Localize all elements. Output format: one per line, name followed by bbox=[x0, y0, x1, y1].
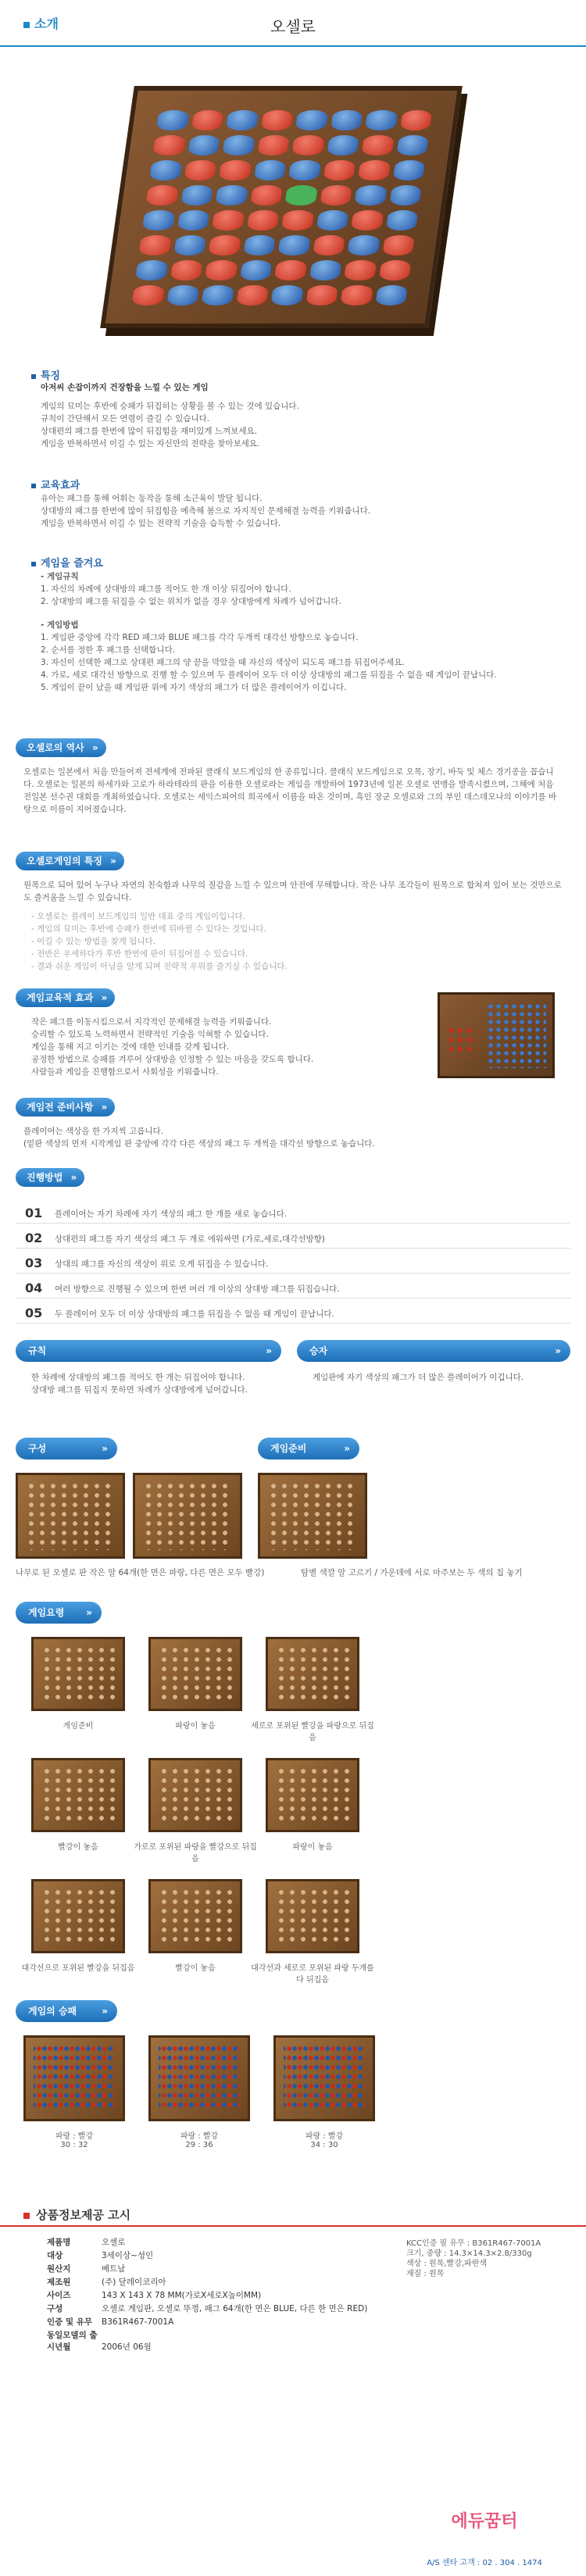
info-value: 오셀로 게임판, 오셀로 뚜껑, 패그 64개(한 면은 BLUE, 다른 한 면은 RED) bbox=[102, 2304, 368, 2313]
result-score: 29 : 36 bbox=[185, 2141, 213, 2149]
peg bbox=[212, 210, 245, 230]
peg bbox=[396, 135, 429, 155]
peg bbox=[205, 260, 238, 280]
chevron-right-icon: » bbox=[344, 1443, 350, 1454]
peg bbox=[382, 235, 415, 255]
peg bbox=[149, 160, 182, 180]
prep-line: (밑판 색상의 먼저 시작게임 판 중앙에 각각 다른 색상의 패그 두 개씩을 대각선 방향으로 놓습니다. bbox=[23, 1139, 375, 1149]
peg bbox=[236, 285, 269, 305]
peg bbox=[138, 235, 171, 255]
info-value: (주) 달레이코리아 bbox=[102, 2278, 166, 2287]
board-holes bbox=[26, 1481, 115, 1550]
chevron-right-icon: » bbox=[102, 2006, 108, 2017]
info-row bbox=[47, 2303, 367, 2314]
progress-step bbox=[16, 1228, 570, 1249]
peg bbox=[316, 210, 348, 230]
effects-item: 작은 패그를 이동시킴으로서 지각적인 문제해결 능력을 키워줍니다. bbox=[31, 1017, 272, 1027]
info-key: 제품명 bbox=[47, 2238, 71, 2247]
step-text: 여러 방향으로 진행될 수 있으며 한번 여러 개 이상의 상대방 패그를 뒤집습니다. bbox=[55, 1284, 340, 1294]
features2-text: 원목으로 되어 있어 누구나 자연의 친숙함과 나무의 질감을 느낄 수 있으며 안전에 무해합니다. 작은 나무 조각들이 원목으로 합쳐져 있어 보는 것만으로도 즐거움을 느낄 수 있습니다. bbox=[23, 881, 562, 902]
winner-box-header bbox=[297, 1340, 570, 1362]
progress-step bbox=[16, 1203, 570, 1224]
peg bbox=[281, 210, 314, 230]
as-center: A/S 센타 고객 : 02 . 304 . 1474 bbox=[427, 2559, 542, 2567]
howto-block bbox=[41, 570, 497, 694]
board-holes bbox=[276, 1888, 349, 1945]
method-line: 3. 자신이 선택한 패그로 상대편 패그의 양 끝을 막았을 때 자신의 색상이 되도록 패그를 뒤집어주세요. bbox=[41, 658, 405, 667]
peg bbox=[156, 110, 189, 130]
info-row bbox=[47, 2329, 152, 2353]
example-photo bbox=[266, 1758, 359, 1832]
winner-box-item: 게임판에 자기 색상의 패그가 더 많은 플레이어가 이깁니다. bbox=[313, 1373, 524, 1382]
setup-caption: 탐별 색깔 알 고르기 / 가운데에 서로 마주보는 두 색의 칩 놓기 bbox=[301, 1568, 523, 1577]
features-heading: 특징 bbox=[31, 367, 60, 382]
example-caption: 파랑이 놓음 bbox=[175, 1722, 216, 1731]
features-line: 규칙이 간단해서 모든 연령이 즐길 수 있습니다. bbox=[41, 414, 210, 423]
setup-title: 게임준비 bbox=[270, 1443, 307, 1454]
rules-box-list bbox=[31, 1371, 248, 1396]
board-holes bbox=[143, 1481, 232, 1550]
example-photo bbox=[266, 1637, 359, 1711]
board-holes bbox=[159, 1888, 232, 1945]
example-caption: 게임준비 bbox=[63, 1722, 94, 1731]
peg bbox=[208, 235, 241, 255]
example-caption: 대각선과 세로로 포위된 파랑 두개를 다 뒤집음 bbox=[251, 1964, 374, 1985]
features-line: 게임의 묘미는 후반에 승패가 뒤집히는 상황을 볼 수 있는 것에 있습니다. bbox=[41, 402, 299, 411]
edu-heading: 교육효과 bbox=[31, 477, 80, 491]
info-row bbox=[47, 2249, 153, 2261]
edu-lines bbox=[41, 492, 370, 530]
rules-subheading: - 게임규칙 bbox=[41, 572, 79, 581]
peg bbox=[226, 110, 259, 130]
peg bbox=[201, 285, 234, 305]
chevron-right-icon: » bbox=[266, 1345, 272, 1356]
peg bbox=[291, 135, 324, 155]
effects-item: 승리할 수 있도록 노력하면서 전략적인 기술을 익혀할 수 있습니다. bbox=[31, 1030, 269, 1039]
prep-pill: 게임전 준비사항 » bbox=[16, 1098, 115, 1117]
info-key: 인증 및 유무 bbox=[47, 2317, 93, 2327]
step-text: 플레이어는 자기 차례에 자기 색상의 패그 한 개를 새로 놓습니다. bbox=[55, 1209, 288, 1219]
rules-box-title: 규칙 bbox=[28, 1345, 47, 1356]
composition-photo bbox=[133, 1473, 242, 1559]
rule-line: 2. 상대방의 패그를 뒤집을 수 없는 위치가 없을 경우 상대방에게 차례가 넘어갑니다. bbox=[41, 597, 341, 606]
example-caption: 빨강이 놓음 bbox=[58, 1843, 98, 1852]
peg bbox=[320, 185, 352, 205]
board-photo-small bbox=[438, 992, 555, 1078]
info-row bbox=[47, 2236, 125, 2248]
peg bbox=[277, 235, 310, 255]
method-line: 5. 게임이 끝이 났을 때 게임판 위에 자기 색상의 패그가 더 많은 플레이어가 이깁니다. bbox=[41, 683, 347, 692]
peg bbox=[177, 210, 209, 230]
example-photo bbox=[266, 1879, 359, 1953]
example-caption: 가로로 포위된 파랑을 빨강으로 뒤집음 bbox=[134, 1843, 257, 1863]
peg bbox=[392, 160, 425, 180]
result-label: 파랑 : 빨강 bbox=[55, 2132, 94, 2141]
rules-box-item: 상대방 패그를 뒤집지 못하면 차례가 상대방에게 넘어갑니다. bbox=[31, 1385, 248, 1395]
effects-item: 공정한 방법으로 승패를 겨루어 상대방을 인정할 수 있는 마음을 갖도록 합니다. bbox=[31, 1055, 314, 1064]
info-value: 베트남 bbox=[102, 2264, 126, 2274]
peg bbox=[188, 135, 220, 155]
logo-name: 에듀꿈터 bbox=[451, 2512, 518, 2531]
progress-pill: 진행방법 » bbox=[16, 1168, 84, 1187]
step-text: 두 플레이어 모두 더 이상 상대방의 패그를 뒤집을 수 없을 때 게임이 끝납니다. bbox=[55, 1309, 334, 1319]
features2-pill: 오셀로게임의 특징 » bbox=[16, 852, 124, 870]
howto-heading: 게임을 즐겨요 bbox=[31, 555, 103, 570]
board-holes bbox=[41, 1767, 115, 1824]
setup-header bbox=[258, 1438, 359, 1459]
info-header bbox=[0, 2203, 586, 2227]
features2-item: - 전반은 우세하다가 후반 한번에 판이 뒤집어질 수 있습니다. bbox=[31, 949, 248, 959]
peg bbox=[347, 235, 380, 255]
peg bbox=[243, 235, 276, 255]
edu-line: 유아는 패그를 통해 어휘는 동작을 통해 소근육이 발달 됩니다. bbox=[41, 494, 263, 503]
peg bbox=[284, 185, 317, 205]
result-label: 파랑 : 빨강 bbox=[180, 2132, 219, 2141]
history-pill: 오셀로의 역사 » bbox=[16, 738, 106, 757]
board-holes bbox=[41, 1888, 115, 1945]
peg bbox=[288, 160, 321, 180]
result-title: 게임의 승패 bbox=[28, 2006, 77, 2017]
step-text: 상대편의 패그를 자기 색상의 패그 두 개로 에워싸면 (가로,세로,대각선방향) bbox=[55, 1234, 325, 1244]
info-value: B361R467-7001A bbox=[102, 2317, 174, 2327]
peg bbox=[170, 260, 202, 280]
peg bbox=[340, 285, 373, 305]
info-title: 상품정보제공 고시 bbox=[36, 2208, 131, 2222]
peg bbox=[260, 110, 293, 130]
peg bbox=[145, 185, 178, 205]
composition-caption: 나무로 된 오셀로 판 작은 알 64개(한 면은 파랑, 다른 면은 모두 빨강) bbox=[16, 1568, 265, 1577]
prep-line: 플레이어는 색상을 한 가지씩 고릅니다. bbox=[23, 1127, 163, 1136]
peg bbox=[257, 135, 290, 155]
peg bbox=[274, 260, 307, 280]
example-caption: 파랑이 놓음 bbox=[292, 1843, 333, 1852]
peg bbox=[270, 285, 303, 305]
example-caption: 대각선으로 포위된 빨강을 뒤집음 bbox=[21, 1964, 135, 1973]
board-pegs bbox=[284, 2044, 365, 2113]
board-pegs bbox=[159, 2044, 240, 2113]
features-line: 상대편의 패그를 한번에 많이 뒤집힘을 재미있게 느껴보세요. bbox=[41, 427, 257, 436]
example-photo bbox=[31, 1637, 125, 1711]
result-score: 30 : 32 bbox=[60, 2141, 88, 2149]
info-key: 사이즈 bbox=[47, 2291, 71, 2300]
peg bbox=[351, 210, 384, 230]
prep-lines bbox=[23, 1125, 375, 1150]
features2-item: - 게임의 묘미는 후반에 승패가 한번에 뒤바뀔 수 있다는 것입니다. bbox=[31, 924, 266, 934]
effects-list bbox=[31, 1016, 313, 1078]
info-key: 제조원 bbox=[47, 2278, 71, 2287]
peg bbox=[184, 160, 216, 180]
rules-box-header bbox=[16, 1340, 281, 1362]
result-photo bbox=[273, 2035, 375, 2121]
peg bbox=[354, 185, 387, 205]
chevron-right-icon: » bbox=[86, 1607, 92, 1618]
features2-item: - 이길 수 있는 방법을 찾게 됩니다. bbox=[31, 937, 156, 946]
info-key: 원산지 bbox=[47, 2264, 71, 2274]
method-subheading: - 게임방법 bbox=[41, 620, 79, 630]
features-lines bbox=[41, 400, 299, 450]
peg bbox=[365, 110, 398, 130]
rule-line: 1. 자신의 차례에 상대방의 패그를 적어도 한 개 이상 뒤집어야 합니다. bbox=[41, 584, 291, 594]
peg bbox=[131, 285, 164, 305]
result-photo bbox=[23, 2035, 125, 2121]
example-photo bbox=[148, 1879, 242, 1953]
chevron-right-icon: » bbox=[102, 1443, 108, 1454]
composition-title: 구성 bbox=[28, 1443, 47, 1454]
peg bbox=[166, 285, 199, 305]
example-header bbox=[16, 1602, 102, 1624]
composition-photo bbox=[16, 1473, 125, 1559]
info-row bbox=[47, 2316, 173, 2328]
peg bbox=[313, 235, 345, 255]
bullet-icon bbox=[23, 2213, 30, 2219]
peg bbox=[375, 285, 408, 305]
info-right-line: 크기, 중량 : 14.3×14.3×2.8/330g bbox=[406, 2249, 532, 2258]
peg bbox=[135, 260, 168, 280]
rules-box-item: 한 차례에 상대방의 패그를 적어도 한 개는 뒤집어야 합니다. bbox=[31, 1373, 245, 1382]
page-header bbox=[0, 0, 586, 47]
step-number: 03 bbox=[25, 1256, 43, 1270]
peg bbox=[306, 285, 338, 305]
info-row bbox=[47, 2263, 125, 2274]
edu-line: 상대방의 패그를 한번에 많이 뒤집힘을 예측해 봄으로 자지적인 문제해결 능력을 키워줍니다. bbox=[41, 506, 371, 516]
peg bbox=[253, 160, 286, 180]
peg bbox=[323, 160, 356, 180]
features-sub: 아저씨 손잡이까지 건장함을 느낄 수 있는 게임 bbox=[41, 383, 209, 392]
info-value: 2006년 06월 bbox=[102, 2342, 152, 2352]
peg bbox=[219, 160, 252, 180]
step-number: 04 bbox=[25, 1281, 43, 1295]
peg bbox=[385, 210, 418, 230]
peg bbox=[250, 185, 283, 205]
step-text: 상대의 패그를 자신의 색상이 위로 오게 뒤집을 수 있습니다. bbox=[55, 1259, 269, 1269]
method-line: 1. 게임판 중앙에 각각 RED 패그와 BLUE 패그를 각각 두개씩 대각선 방향으로 놓습니다. bbox=[41, 633, 359, 642]
peg-grid bbox=[131, 110, 432, 305]
peg bbox=[295, 110, 328, 130]
progress-step bbox=[16, 1303, 570, 1324]
example-photo bbox=[31, 1758, 125, 1832]
info-row bbox=[47, 2276, 166, 2288]
example-title: 게임요령 bbox=[28, 1607, 65, 1618]
peg bbox=[378, 260, 411, 280]
peg bbox=[239, 260, 272, 280]
peg bbox=[152, 135, 185, 155]
composition-header bbox=[16, 1438, 117, 1459]
brand-logo bbox=[422, 2508, 547, 2567]
peg bbox=[222, 135, 255, 155]
step-number: 01 bbox=[25, 1206, 43, 1220]
info-row bbox=[47, 2289, 261, 2301]
effects-pill: 게임교육적 효과 » bbox=[16, 988, 115, 1007]
info-value: 오셀로 bbox=[102, 2238, 126, 2247]
info-key: 동일모델의 출시년월 bbox=[47, 2331, 98, 2352]
effects-item: 게임을 통해 지고 이기는 것에 대한 인내를 갖게 됩니다. bbox=[31, 1042, 230, 1052]
info-key: 대상 bbox=[47, 2251, 63, 2260]
example-caption: 빨강이 놓음 bbox=[175, 1964, 216, 1973]
result-photo bbox=[148, 2035, 250, 2121]
winner-box-title: 승자 bbox=[309, 1345, 328, 1356]
progress-step bbox=[16, 1253, 570, 1274]
peg bbox=[215, 185, 248, 205]
loose-pegs bbox=[446, 1026, 477, 1057]
peg bbox=[180, 185, 213, 205]
peg bbox=[246, 210, 279, 230]
result-header bbox=[16, 2000, 117, 2022]
features2-item: - 결과 쉬운 게임이 아님을 알게 되며 전략적 우위를 즐기실 수 있습니다. bbox=[31, 962, 288, 971]
effects-item: 사람들과 게임을 진행함으로서 사회성을 키워줍니다. bbox=[31, 1067, 219, 1077]
step-number: 02 bbox=[25, 1231, 43, 1245]
info-key: 구성 bbox=[47, 2304, 63, 2313]
section-tag-label: 소개 bbox=[34, 16, 59, 31]
info-right bbox=[406, 2238, 541, 2279]
board-holes bbox=[276, 1767, 349, 1824]
board-holes bbox=[41, 1645, 115, 1702]
peg bbox=[327, 135, 359, 155]
step-number: 05 bbox=[25, 1306, 43, 1320]
peg bbox=[361, 135, 394, 155]
info-right-line: 색상 : 원목,빨강,파란색 bbox=[406, 2260, 488, 2268]
info-value: 143 X 143 X 78 MM(가로X세로X높이MM) bbox=[102, 2291, 262, 2300]
board-holes bbox=[159, 1767, 232, 1824]
progress-step bbox=[16, 1278, 570, 1299]
info-right-line: KCC인증 필 유무 : B361R467-7001A bbox=[406, 2239, 541, 2248]
method-line: 2. 순서를 정한 후 패그를 선택합니다. bbox=[41, 645, 176, 655]
page-title: 오셀로 bbox=[270, 17, 316, 36]
peg-pattern bbox=[487, 1002, 546, 1068]
result-label: 파랑 : 빨강 bbox=[305, 2132, 344, 2141]
history-text: 오셀로는 일본에서 처음 만들어져 전세계에 전파된 클래식 보드게임의 한 종류입니다. 클래식 보드게임으로 오목, 장기, 바둑 및 체스 경기종을 꼽습니다. 오셀로는 일본의 하세가와 고로가 하라테라의 판을 이용한 오셀로라는 게임을 개발하여 1973년에 일본 오셀로 연맹을 발족시켰으며, 그해에 처음 전일본 선수권 대회를 개최하였습니다. 오셀로는 세익스피어의 희곡에서 이름을 따온 것이며, 흑인 장군 오셀로와 그의 부인 데스데모나의 이야기를 바탕으로 이름이 지어졌습니다. bbox=[23, 767, 557, 814]
peg bbox=[344, 260, 377, 280]
product-photo bbox=[100, 86, 463, 328]
peg bbox=[191, 110, 223, 130]
peg bbox=[330, 110, 363, 130]
peg bbox=[142, 210, 175, 230]
peg bbox=[389, 185, 422, 205]
chevron-right-icon: » bbox=[555, 1345, 561, 1356]
example-photo bbox=[31, 1879, 125, 1953]
board-holes bbox=[276, 1645, 349, 1702]
info-value: 3세이상~성인 bbox=[102, 2251, 154, 2260]
peg bbox=[173, 235, 206, 255]
features-line: 게임을 반복하면서 이길 수 있는 자신만의 전략을 찾아보세요. bbox=[41, 439, 260, 448]
winner-box-list bbox=[313, 1371, 523, 1384]
peg bbox=[399, 110, 432, 130]
peg bbox=[309, 260, 341, 280]
example-photo bbox=[148, 1637, 242, 1711]
setup-photo bbox=[258, 1473, 367, 1559]
board-holes bbox=[268, 1481, 357, 1550]
info-right-line: 재질 : 원목 bbox=[406, 2270, 445, 2278]
board-pegs bbox=[34, 2044, 115, 2113]
features2-item: - 오셀로는 플레이 보드게임의 일반 대표 중의 게임이입니다. bbox=[31, 912, 245, 921]
peg bbox=[358, 160, 391, 180]
example-photo bbox=[148, 1758, 242, 1832]
features2-list bbox=[31, 910, 288, 973]
method-line: 4. 가로, 세로 대각선 방향으로 진행 할 수 있으며 두 플레이어 모두 더 이상 상대방의 패그를 뒤집을 수 없을 때 게임이 끝납니다. bbox=[41, 670, 497, 680]
example-caption: 세로로 포위된 빨강을 파랑으로 뒤집음 bbox=[251, 1722, 374, 1742]
edu-line: 게임을 반복하면서 이길 수 있는 전략적 기술을 습득할 수 있습니다. bbox=[41, 519, 281, 528]
board-holes bbox=[159, 1645, 232, 1702]
result-score: 34 : 30 bbox=[310, 2141, 338, 2149]
